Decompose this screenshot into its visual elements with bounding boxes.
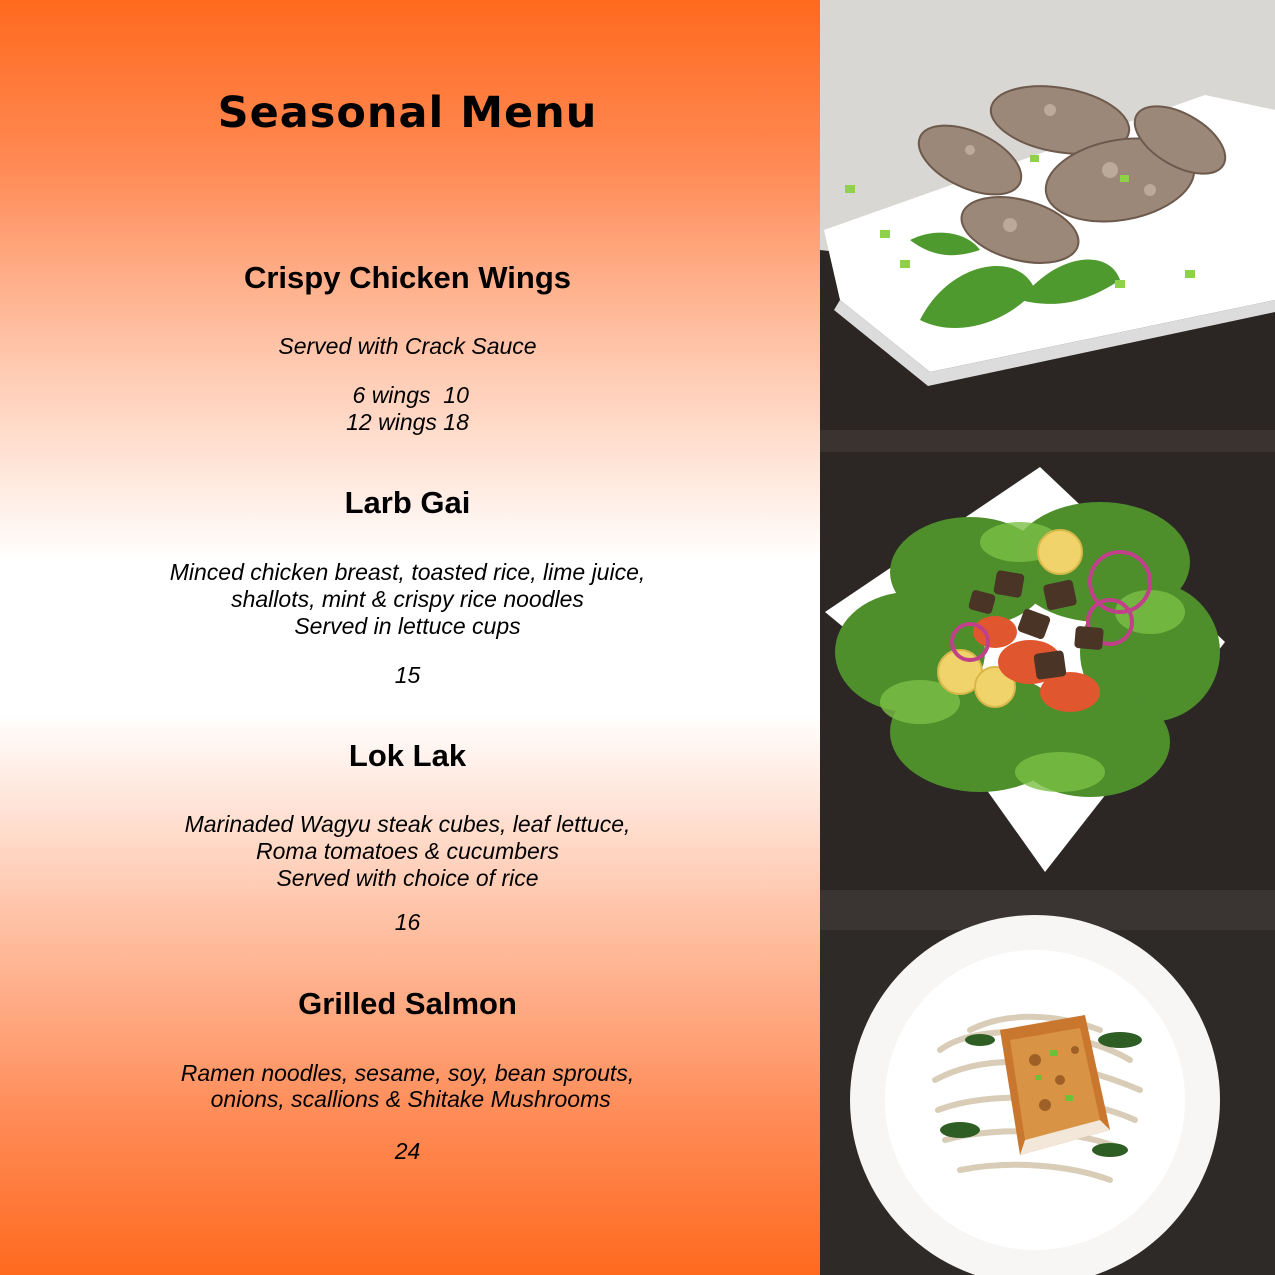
dish-description-line: Roma tomatoes & cucumbers [256,838,559,864]
photo-column [820,0,1275,1275]
grilled-salmon-photo [820,890,1275,1275]
dish-name-lok-lak: Lok Lak [348,738,467,773]
dish-description-line: Marinaded Wagyu steak cubes, leaf lettuce, [184,811,631,837]
dish-name-grilled-salmon: Grilled Salmon [298,986,517,1021]
dish-price: 15 [394,662,421,688]
dish-price-line: 6 wings 10 [346,382,469,408]
dish-description-line: shallots, mint & crispy rice noodles [231,586,584,612]
dish-description-line: Served with choice of rice [276,865,539,891]
dish-price: 16 [394,909,421,935]
chicken-wings-photo [820,0,1275,452]
dish-description-line: Served in lettuce cups [294,613,521,639]
dish-price-line: 12 wings 18 [346,409,469,435]
dish-description-line: Served with Crack Sauce [278,333,537,359]
dish-description-line: onions, scallions & Shitake Mushrooms [204,1086,611,1112]
lok-lak-salad-photo [820,452,1275,890]
dish-name-crispy-chicken-wings: Crispy Chicken Wings [243,260,571,295]
dish-name-larb-gai: Larb Gai [344,485,471,520]
dish-description-line: Minced chicken breast, toasted rice, lime juice, [169,559,646,585]
dish-price: 24 [394,1138,421,1164]
menu-title: Seasonal Menu [217,88,598,138]
dish-description-line: Ramen noodles, sesame, soy, bean sprouts, [180,1060,635,1086]
